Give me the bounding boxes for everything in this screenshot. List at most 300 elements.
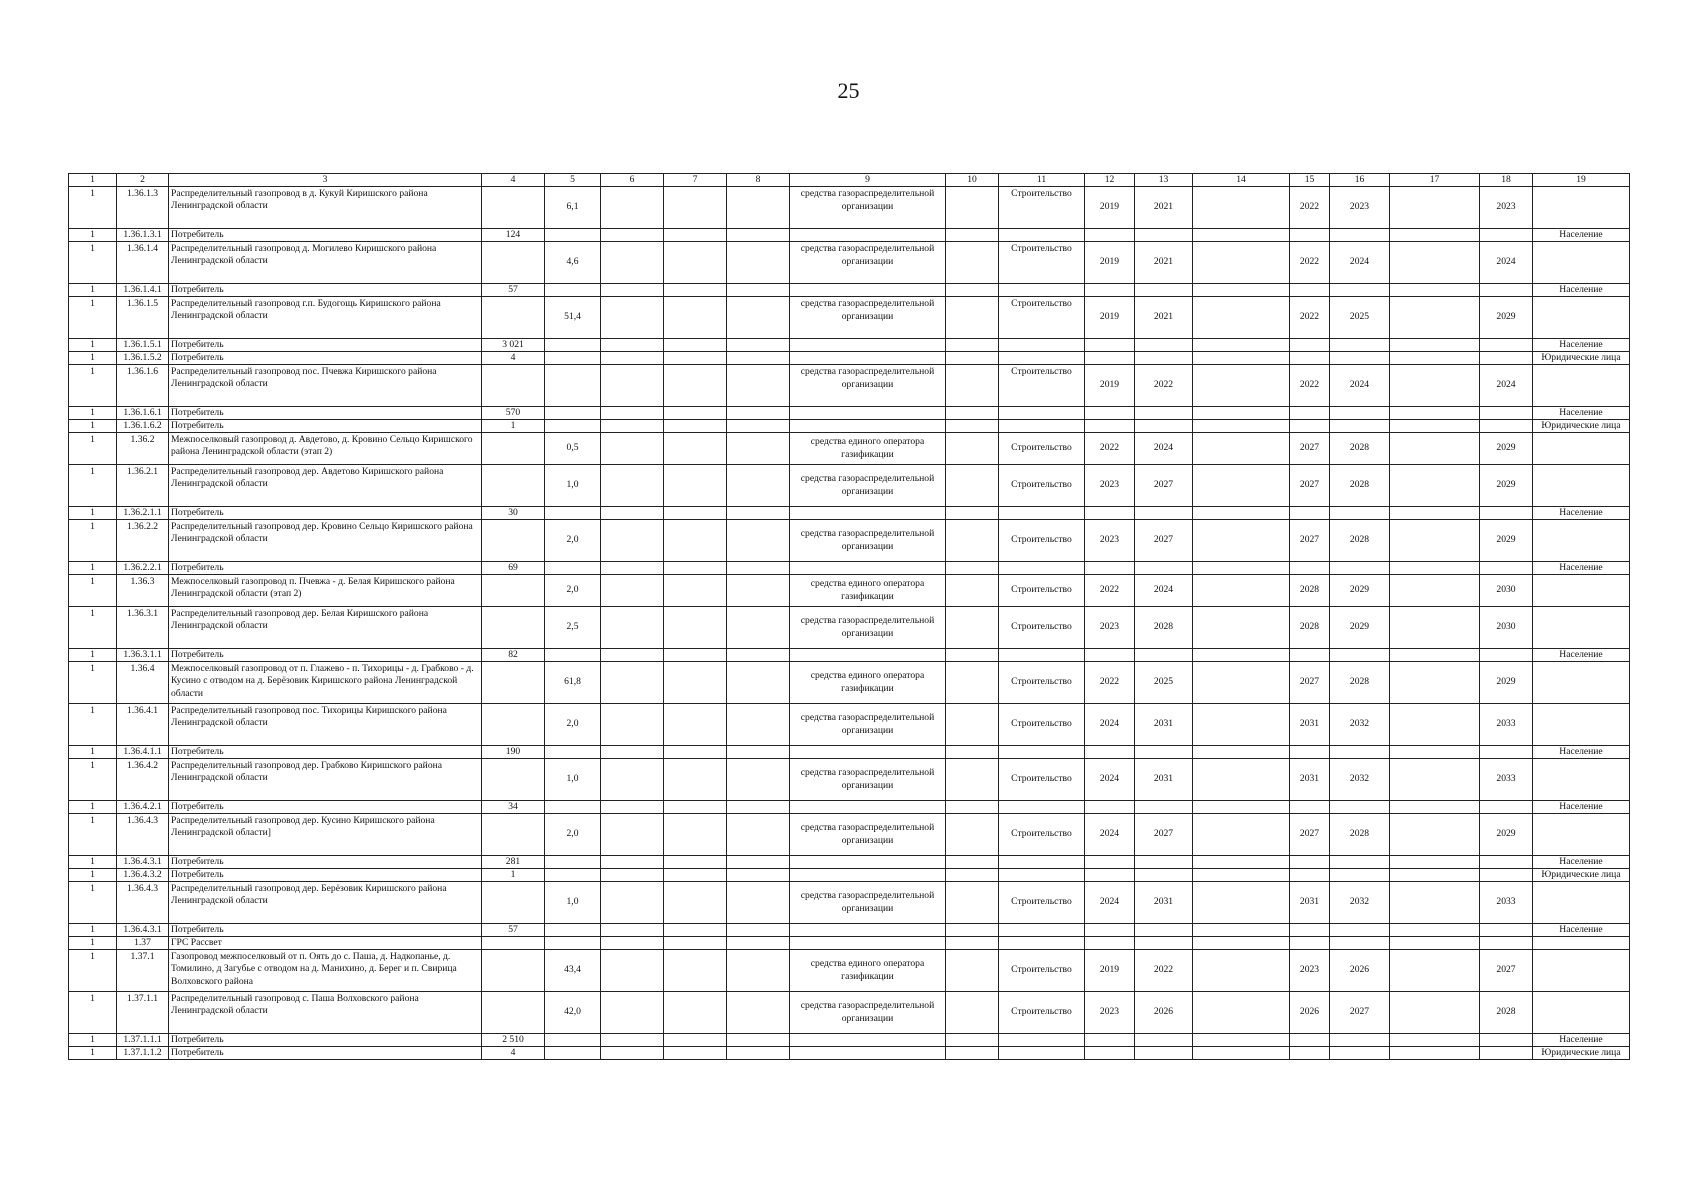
table-cell — [727, 407, 790, 420]
table-cell — [727, 856, 790, 869]
table-cell — [1290, 507, 1330, 520]
table-cell — [1533, 365, 1630, 407]
table-cell: 2027 — [1135, 520, 1193, 562]
table-cell — [1085, 856, 1135, 869]
table-cell — [1290, 937, 1330, 950]
table-cell — [790, 284, 946, 297]
table-cell: 1 — [69, 420, 117, 433]
table-cell: Потребитель — [169, 869, 482, 882]
table-cell — [664, 856, 727, 869]
table-row — [69, 339, 1630, 352]
table-cell — [727, 520, 790, 562]
table-cell: 1 — [69, 869, 117, 882]
table-cell — [601, 856, 664, 869]
table-cell — [664, 649, 727, 662]
table-cell — [1193, 649, 1290, 662]
table-cell — [545, 562, 601, 575]
table-cell — [601, 465, 664, 507]
table-cell — [1390, 1047, 1480, 1060]
table-cell: 2029 — [1480, 814, 1533, 856]
header-cell: 19 — [1533, 174, 1630, 187]
table-cell: 2022 — [1290, 365, 1330, 407]
header-cell: 5 — [545, 174, 601, 187]
table-cell — [545, 284, 601, 297]
table-cell — [727, 662, 790, 704]
table-row — [69, 869, 1630, 882]
table-cell — [1290, 924, 1330, 937]
table-cell — [664, 365, 727, 407]
table-cell — [1135, 507, 1193, 520]
table-cell — [601, 297, 664, 339]
table-cell — [545, 1047, 601, 1060]
table-cell — [545, 869, 601, 882]
table-cell: 2024 — [1085, 882, 1135, 924]
table-cell — [1480, 746, 1533, 759]
table-cell — [727, 814, 790, 856]
header-cell: 18 — [1480, 174, 1533, 187]
table-cell — [790, 801, 946, 814]
table-cell: Население — [1533, 339, 1630, 352]
table-cell: средства газораспределительной организации — [790, 607, 946, 649]
table-cell — [1193, 704, 1290, 746]
table-cell: ГРС Рассвет — [169, 937, 482, 950]
table-cell — [946, 575, 999, 607]
table-cell: 2022 — [1290, 297, 1330, 339]
table-cell — [1533, 662, 1630, 704]
table-cell: 2024 — [1330, 242, 1390, 284]
table-cell — [664, 465, 727, 507]
table-cell: Межпоселковый газопровод д. Авдетово, д. Кровино Сельцо Киришского района Ленинградской области (этап 2) — [169, 433, 482, 465]
table-cell: Строительство — [999, 814, 1085, 856]
table-cell: Потребитель — [169, 801, 482, 814]
table-cell: 2023 — [1330, 187, 1390, 229]
table-cell — [545, 420, 601, 433]
table-cell — [727, 992, 790, 1034]
table-cell — [946, 420, 999, 433]
table-cell — [1330, 420, 1390, 433]
table-cell — [727, 950, 790, 992]
table-cell — [1193, 433, 1290, 465]
table-cell: 1 — [69, 662, 117, 704]
table-cell — [1290, 407, 1330, 420]
table-cell — [545, 801, 601, 814]
table-cell — [545, 339, 601, 352]
table-cell — [790, 562, 946, 575]
table-cell — [664, 352, 727, 365]
table-cell: 2019 — [1085, 242, 1135, 284]
table-cell: Строительство — [999, 242, 1085, 284]
table-cell — [1085, 1034, 1135, 1047]
table-cell — [1085, 562, 1135, 575]
table-cell: 1 — [69, 465, 117, 507]
table-cell: 1.36.1.5 — [117, 297, 169, 339]
table-cell: 2022 — [1135, 365, 1193, 407]
table-cell — [946, 1047, 999, 1060]
table-cell: 2028 — [1330, 433, 1390, 465]
header-cell: 10 — [946, 174, 999, 187]
table-cell: Потребитель — [169, 284, 482, 297]
table-cell — [664, 187, 727, 229]
table-row — [69, 992, 1630, 1034]
table-cell: 2033 — [1480, 882, 1533, 924]
table-cell — [727, 339, 790, 352]
table-cell — [1390, 746, 1480, 759]
table-cell: 1.36.1.6 — [117, 365, 169, 407]
table-cell: 1 — [69, 562, 117, 575]
table-cell: 4 — [482, 1047, 545, 1060]
table-cell: Потребитель — [169, 352, 482, 365]
table-cell — [1135, 801, 1193, 814]
table-cell: 2,0 — [545, 575, 601, 607]
table-cell — [946, 433, 999, 465]
table-cell: 2032 — [1330, 759, 1390, 801]
table-cell — [601, 662, 664, 704]
table-cell: Строительство — [999, 992, 1085, 1034]
table-cell — [1480, 649, 1533, 662]
table-cell — [1135, 407, 1193, 420]
table-cell — [601, 507, 664, 520]
table-cell — [1330, 924, 1390, 937]
table-cell: средства газораспределительной организации — [790, 704, 946, 746]
table-cell — [946, 1034, 999, 1047]
table-cell — [1480, 507, 1533, 520]
table-cell — [601, 284, 664, 297]
table-cell: 2019 — [1085, 187, 1135, 229]
table-cell: 1 — [69, 433, 117, 465]
table-cell — [664, 704, 727, 746]
table-cell — [999, 649, 1085, 662]
table-cell: 1.37.1.1 — [117, 992, 169, 1034]
table-cell — [545, 746, 601, 759]
table-cell: 1 — [69, 882, 117, 924]
table-cell: 2025 — [1135, 662, 1193, 704]
table-cell: Строительство — [999, 607, 1085, 649]
table-cell — [1390, 649, 1480, 662]
table-cell — [664, 607, 727, 649]
table-cell — [664, 801, 727, 814]
table-cell — [664, 433, 727, 465]
table-cell — [1193, 284, 1290, 297]
table-cell: 2024 — [1085, 759, 1135, 801]
table-cell: Потребитель — [169, 856, 482, 869]
table-cell — [482, 607, 545, 649]
table-cell: 2028 — [1135, 607, 1193, 649]
table-cell — [664, 869, 727, 882]
table-cell — [601, 924, 664, 937]
header-cell: 15 — [1290, 174, 1330, 187]
table-cell: 2026 — [1290, 992, 1330, 1034]
table-cell: Потребитель — [169, 562, 482, 575]
table-cell: 1.36.4.3 — [117, 814, 169, 856]
table-cell — [946, 229, 999, 242]
table-cell: Потребитель — [169, 420, 482, 433]
table-cell: 1 — [69, 575, 117, 607]
table-body — [69, 174, 1630, 1060]
table-row — [69, 607, 1630, 649]
table-cell: 1 — [69, 1047, 117, 1060]
header-cell: 17 — [1390, 174, 1480, 187]
table-cell — [999, 420, 1085, 433]
table-cell — [946, 856, 999, 869]
table-row — [69, 229, 1630, 242]
table-cell: 1 — [69, 924, 117, 937]
table-cell — [727, 229, 790, 242]
table-cell: 1.37.1.1.2 — [117, 1047, 169, 1060]
table-cell: средства газораспределительной организации — [790, 465, 946, 507]
table-cell — [1135, 937, 1193, 950]
table-cell — [946, 801, 999, 814]
table-cell: 1.36.1.5.2 — [117, 352, 169, 365]
table-cell — [1085, 407, 1135, 420]
table-cell: 2027 — [1290, 814, 1330, 856]
table-cell — [1390, 575, 1480, 607]
table-cell — [664, 339, 727, 352]
table-cell: 2031 — [1135, 704, 1193, 746]
table-cell: 2022 — [1085, 662, 1135, 704]
table-cell — [545, 856, 601, 869]
table-cell — [1330, 856, 1390, 869]
table-cell — [999, 937, 1085, 950]
table-cell — [601, 562, 664, 575]
table-row — [69, 562, 1630, 575]
table-cell — [1193, 607, 1290, 649]
table-cell — [1330, 869, 1390, 882]
table-cell — [601, 352, 664, 365]
table-cell: Строительство — [999, 187, 1085, 229]
table-row — [69, 352, 1630, 365]
table-cell — [1135, 1047, 1193, 1060]
table-cell: Распределительный газопровод дер. Белая Киришского района Ленинградской области — [169, 607, 482, 649]
table-cell: 2026 — [1330, 950, 1390, 992]
table-cell — [1085, 420, 1135, 433]
table-row — [69, 801, 1630, 814]
table-cell: Юридические лица — [1533, 869, 1630, 882]
table-cell — [790, 649, 946, 662]
table-cell: 3 021 — [482, 339, 545, 352]
table-cell — [664, 1047, 727, 1060]
table-cell: 34 — [482, 801, 545, 814]
table-cell — [1330, 352, 1390, 365]
table-cell: 1 — [69, 992, 117, 1034]
table-cell: 2029 — [1480, 465, 1533, 507]
table-cell: 2030 — [1480, 575, 1533, 607]
table-cell — [545, 924, 601, 937]
table-cell — [1290, 352, 1330, 365]
table-cell: 1.36.4.1.1 — [117, 746, 169, 759]
table-cell: 1 — [69, 746, 117, 759]
table-cell: 2023 — [1085, 992, 1135, 1034]
table-cell: 1 — [69, 242, 117, 284]
table-cell — [1193, 187, 1290, 229]
table-cell: 1.36.1.6.1 — [117, 407, 169, 420]
table-cell: 2024 — [1480, 365, 1533, 407]
table-cell: Строительство — [999, 520, 1085, 562]
table-cell — [946, 869, 999, 882]
table-cell: 1.36.1.5.1 — [117, 339, 169, 352]
table-cell — [1330, 339, 1390, 352]
table-cell — [664, 562, 727, 575]
header-cell: 8 — [727, 174, 790, 187]
table-cell — [545, 507, 601, 520]
table-cell — [946, 352, 999, 365]
table-cell: средства газораспределительной организации — [790, 814, 946, 856]
table-cell — [1085, 1047, 1135, 1060]
table-cell — [545, 365, 601, 407]
table-cell: 57 — [482, 284, 545, 297]
table-cell — [1290, 562, 1330, 575]
table-cell: средства газораспределительной организации — [790, 520, 946, 562]
table-cell — [946, 704, 999, 746]
table-cell: средства газораспределительной организации — [790, 187, 946, 229]
table-cell — [1085, 746, 1135, 759]
table-cell — [601, 814, 664, 856]
table-cell: 4,6 — [545, 242, 601, 284]
table-cell — [1193, 882, 1290, 924]
table-row — [69, 814, 1630, 856]
table-cell — [1193, 814, 1290, 856]
table-cell: 1.36.4.3 — [117, 882, 169, 924]
table-cell — [601, 339, 664, 352]
table-cell: 1 — [69, 607, 117, 649]
table-cell: 43,4 — [545, 950, 601, 992]
table-cell — [727, 365, 790, 407]
table-cell — [1533, 242, 1630, 284]
table-cell: Строительство — [999, 950, 1085, 992]
table-cell: 2022 — [1135, 950, 1193, 992]
table-cell: 1.36.2.2 — [117, 520, 169, 562]
table-cell — [1533, 992, 1630, 1034]
table-cell — [999, 1034, 1085, 1047]
table-cell — [1533, 575, 1630, 607]
table-cell — [1533, 465, 1630, 507]
table-cell: Потребитель — [169, 1047, 482, 1060]
table-cell: 1 — [69, 339, 117, 352]
table-cell: 2029 — [1480, 520, 1533, 562]
table-cell — [1193, 746, 1290, 759]
table-cell: Строительство — [999, 433, 1085, 465]
header-cell: 16 — [1330, 174, 1390, 187]
table-cell: 1 — [69, 704, 117, 746]
table-cell: 2029 — [1480, 662, 1533, 704]
table-cell: Распределительный газопровод пос. Пчевжа Киришского района Ленинградской области — [169, 365, 482, 407]
table-cell: Население — [1533, 507, 1630, 520]
table-cell — [482, 992, 545, 1034]
header-cell: 13 — [1135, 174, 1193, 187]
table-cell — [1480, 420, 1533, 433]
table-cell — [1330, 562, 1390, 575]
table-cell — [1193, 992, 1290, 1034]
table-cell — [1135, 924, 1193, 937]
table-cell — [1330, 507, 1390, 520]
table-cell — [482, 242, 545, 284]
page-number: 25 — [837, 78, 860, 103]
table-cell — [1533, 607, 1630, 649]
table-cell — [946, 297, 999, 339]
table-cell — [664, 507, 727, 520]
table-cell: 2023 — [1085, 520, 1135, 562]
table-cell — [727, 575, 790, 607]
table-cell: средства единого оператора газификации — [790, 433, 946, 465]
table-cell — [1085, 507, 1135, 520]
table-cell — [727, 607, 790, 649]
table-cell: 2 510 — [482, 1034, 545, 1047]
table-cell: Распределительный газопровод пос. Тихорицы Киришского района Ленинградской области — [169, 704, 482, 746]
table-cell — [1390, 284, 1480, 297]
table-cell — [790, 420, 946, 433]
table-cell — [1193, 520, 1290, 562]
table-cell — [727, 420, 790, 433]
table-cell: 2031 — [1290, 759, 1330, 801]
table-cell: 2028 — [1330, 520, 1390, 562]
table-cell: 2028 — [1330, 465, 1390, 507]
table-cell: 2032 — [1330, 882, 1390, 924]
table-row — [69, 465, 1630, 507]
table-cell — [1390, 607, 1480, 649]
table-cell — [1390, 407, 1480, 420]
table-cell — [664, 297, 727, 339]
table-cell — [1390, 856, 1480, 869]
table-cell — [1193, 465, 1290, 507]
table-cell — [1330, 284, 1390, 297]
table-cell: Распределительный газопровод г.п. Будогощь Киришского района Ленинградской области — [169, 297, 482, 339]
table-cell: 82 — [482, 649, 545, 662]
table-cell: 1 — [69, 297, 117, 339]
table-cell — [1135, 562, 1193, 575]
table-cell — [1390, 814, 1480, 856]
table-cell: Потребитель — [169, 339, 482, 352]
table-cell — [664, 229, 727, 242]
table-cell — [1480, 869, 1533, 882]
table-cell: Распределительный газопровод дер. Грабково Киришского района Ленинградской области — [169, 759, 482, 801]
table-row — [69, 407, 1630, 420]
table-cell: 1.36.4.2 — [117, 759, 169, 801]
table-row — [69, 242, 1630, 284]
table-cell: 2024 — [1330, 365, 1390, 407]
table-cell: 1.37 — [117, 937, 169, 950]
table-cell: средства единого оператора газификации — [790, 950, 946, 992]
table-cell: 1.36.4.1 — [117, 704, 169, 746]
table-cell — [790, 924, 946, 937]
table-cell: 1.36.3.1 — [117, 607, 169, 649]
table-cell: средства газораспределительной организации — [790, 297, 946, 339]
table-cell — [1390, 229, 1480, 242]
header-cell: 11 — [999, 174, 1085, 187]
table-cell: 1 — [69, 407, 117, 420]
table-cell — [601, 229, 664, 242]
table-cell — [601, 937, 664, 950]
table-cell: 1 — [69, 801, 117, 814]
table-cell — [482, 187, 545, 229]
table-cell: Население — [1533, 407, 1630, 420]
table-cell — [1533, 882, 1630, 924]
table-cell — [1135, 869, 1193, 882]
table-cell — [482, 882, 545, 924]
table-cell: 2029 — [1480, 433, 1533, 465]
table-cell: 2022 — [1290, 187, 1330, 229]
table-cell: 1.36.1.3.1 — [117, 229, 169, 242]
table-cell: 2019 — [1085, 297, 1135, 339]
table-cell — [1290, 229, 1330, 242]
table-cell: 1 — [69, 814, 117, 856]
table-cell: 1.36.3.1.1 — [117, 649, 169, 662]
header-cell: 7 — [664, 174, 727, 187]
table-cell: 1.36.4.3.1 — [117, 856, 169, 869]
table-cell — [1085, 869, 1135, 882]
table-cell — [790, 937, 946, 950]
table-cell: 2023 — [1290, 950, 1330, 992]
table-cell: средства газораспределительной организации — [790, 992, 946, 1034]
table-cell — [1480, 407, 1533, 420]
